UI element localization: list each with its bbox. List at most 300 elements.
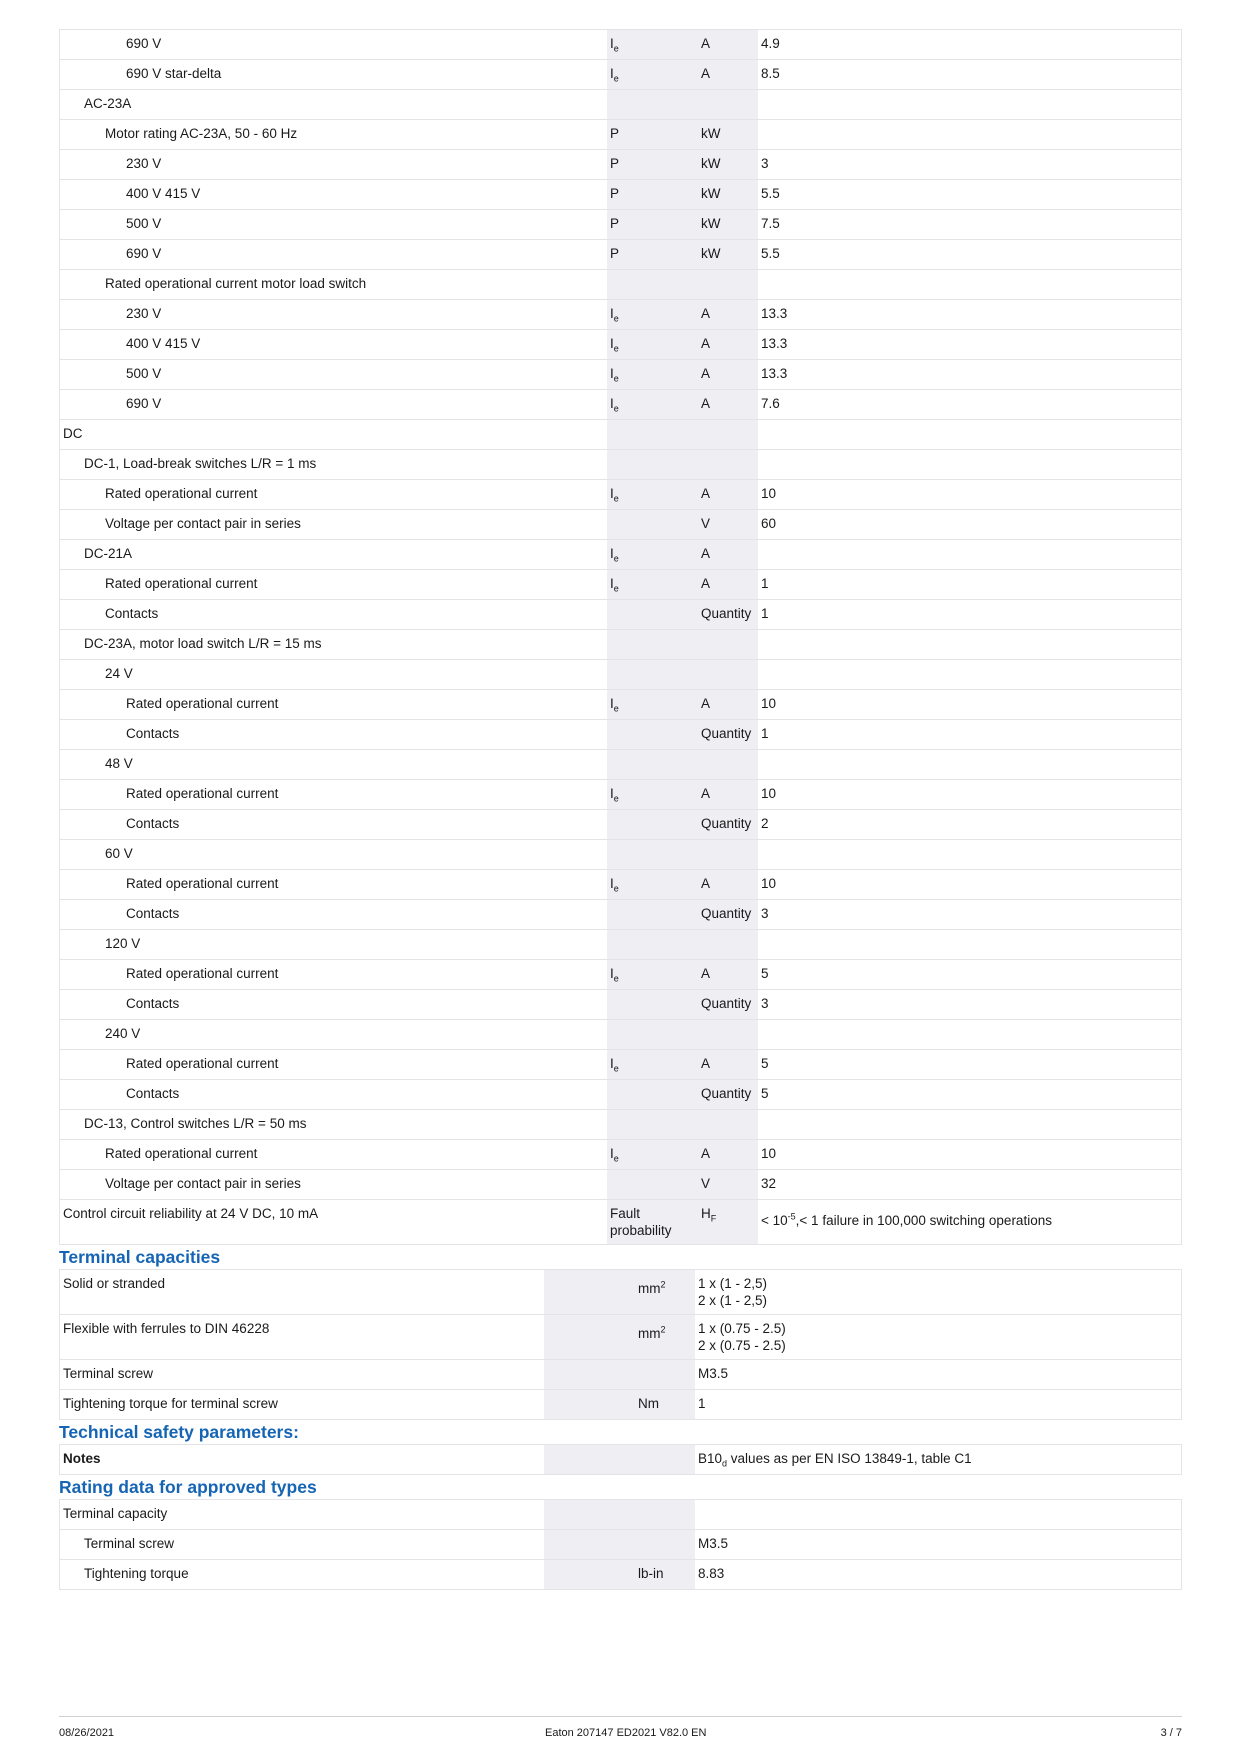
symbol-subscript: e (613, 1153, 619, 1164)
row-value: 5 (758, 1050, 1182, 1080)
row-label: Flexible with ferrules to DIN 46228 (60, 1315, 545, 1360)
row-symbol (607, 300, 698, 330)
row-value: 10 (758, 690, 1182, 720)
row-symbol (607, 930, 698, 960)
table-row (60, 870, 1182, 900)
row-value (758, 450, 1182, 480)
rating-table (59, 1499, 1182, 1590)
row-symbol (607, 720, 698, 750)
table-row (60, 1360, 1182, 1390)
row-symbol (607, 330, 698, 360)
footer-date: 08/26/2021 (59, 1727, 115, 1739)
row-value: 1 (758, 720, 1182, 750)
row-value (758, 630, 1182, 660)
symbol-text: I (610, 66, 614, 81)
row-unit (698, 90, 758, 120)
row-label: Control circuit reliability at 24 V DC, 10 mA (60, 1200, 608, 1245)
unit-superscript: 2 (660, 1279, 666, 1290)
symbol-subscript: e (613, 373, 619, 384)
unit-subscript: F (710, 1213, 717, 1224)
row-label: Contacts (60, 1080, 608, 1110)
table-row (60, 1445, 1182, 1475)
row-symbol (607, 570, 698, 600)
symbol-text: P (610, 126, 620, 141)
row-unit (635, 1270, 695, 1315)
symbol-text: I (610, 396, 614, 411)
row-value: 1 (758, 600, 1182, 630)
row-unit: Quantity (698, 810, 758, 840)
table-row (60, 180, 1182, 210)
row-symbol (544, 1360, 635, 1390)
row-label: Contacts (60, 810, 608, 840)
symbol-text: I (610, 306, 614, 321)
row-label: 60 V (60, 840, 608, 870)
row-label: Rated operational current (60, 1140, 608, 1170)
value-line-2: 2 x (0.75 - 2.5) (698, 1338, 786, 1353)
row-unit: kW (698, 150, 758, 180)
symbol-subscript: e (613, 343, 619, 354)
table-row (60, 990, 1182, 1020)
table-row (60, 750, 1182, 780)
row-unit: A (698, 330, 758, 360)
unit-text: mm (638, 1281, 661, 1296)
row-symbol (607, 1020, 698, 1050)
row-label: 400 V 415 V (60, 180, 608, 210)
row-unit: A (698, 570, 758, 600)
table-row (60, 330, 1182, 360)
row-unit (698, 450, 758, 480)
row-label: Rated operational current (60, 960, 608, 990)
row-label: 690 V star-delta (60, 60, 608, 90)
symbol-text: I (610, 546, 614, 561)
row-label: DC-23A, motor load switch L/R = 15 ms (60, 630, 608, 660)
row-label: 500 V (60, 360, 608, 390)
table-row (60, 390, 1182, 420)
row-value (695, 1390, 1182, 1420)
table-row (60, 1140, 1182, 1170)
row-value: 5 (758, 960, 1182, 990)
symbol-subscript: e (613, 703, 619, 714)
symbol-line-1: Fault (610, 1206, 641, 1221)
row-symbol (607, 450, 698, 480)
row-symbol (607, 360, 698, 390)
row-unit: A (698, 780, 758, 810)
row-symbol (607, 990, 698, 1020)
table-row (60, 30, 1182, 60)
section-title-terminal-capacities: Terminal capacities (59, 1247, 221, 1267)
row-label: DC-1, Load-break switches L/R = 1 ms (60, 450, 608, 480)
row-symbol (607, 660, 698, 690)
symbol-text: I (610, 966, 614, 981)
table-row (60, 570, 1182, 600)
row-unit: A (698, 300, 758, 330)
row-label: DC-21A (60, 540, 608, 570)
row-unit (635, 1500, 695, 1530)
value-line-1: 1 (698, 1396, 706, 1411)
row-unit: A (698, 690, 758, 720)
section-title-technical-safety: Technical safety parameters: (59, 1422, 299, 1442)
row-unit: A (698, 480, 758, 510)
row-unit: lb-in (635, 1560, 695, 1590)
row-label: Rated operational current (60, 1050, 608, 1080)
row-unit (698, 1110, 758, 1140)
row-symbol (607, 870, 698, 900)
table-row (60, 360, 1182, 390)
row-value: 5.5 (758, 180, 1182, 210)
table-row (60, 420, 1182, 450)
symbol-subscript: e (613, 1063, 619, 1074)
row-value (758, 1020, 1182, 1050)
row-unit: Quantity (698, 600, 758, 630)
row-label: Rated operational current (60, 780, 608, 810)
row-symbol (607, 750, 698, 780)
row-unit (635, 1390, 695, 1420)
row-label: 240 V (60, 1020, 608, 1050)
row-unit: A (698, 360, 758, 390)
row-symbol (607, 960, 698, 990)
symbol-text: I (610, 876, 614, 891)
row-value (695, 1445, 1182, 1475)
row-label: DC-13, Control switches L/R = 50 ms (60, 1110, 608, 1140)
row-value: 13.3 (758, 360, 1182, 390)
row-symbol (544, 1500, 635, 1530)
row-value: 1 (758, 570, 1182, 600)
row-label: 24 V (60, 660, 608, 690)
symbol-subscript: e (613, 583, 619, 594)
row-unit: V (698, 510, 758, 540)
table-row (60, 900, 1182, 930)
row-symbol (607, 540, 698, 570)
row-label: Terminal capacity (60, 1500, 545, 1530)
row-symbol (607, 510, 698, 540)
unit-text: Nm (638, 1396, 659, 1411)
table-row (60, 1315, 1182, 1360)
row-value (758, 270, 1182, 300)
symbol-text: I (610, 696, 614, 711)
value-prefix: B10 (698, 1451, 723, 1466)
symbol-subscript: e (613, 313, 619, 324)
row-label: 500 V (60, 210, 608, 240)
unit-superscript: 2 (660, 1324, 666, 1335)
row-symbol (607, 30, 698, 60)
row-symbol (607, 150, 698, 180)
row-unit: A (698, 960, 758, 990)
row-symbol (544, 1315, 635, 1360)
row-value: 3 (758, 150, 1182, 180)
row-symbol (607, 780, 698, 810)
symbol-text: I (610, 336, 614, 351)
value-line-1: 1 x (1 - 2,5) (698, 1276, 768, 1291)
row-value: 3 (758, 900, 1182, 930)
row-symbol (607, 840, 698, 870)
table-row (60, 930, 1182, 960)
row-unit: A (698, 1050, 758, 1080)
row-label: Terminal screw (60, 1530, 545, 1560)
table-row (60, 1200, 1182, 1245)
row-value: 2 (758, 810, 1182, 840)
table-row (60, 510, 1182, 540)
row-unit: Quantity (698, 900, 758, 930)
row-value (695, 1270, 1182, 1315)
value-superscript: -5 (787, 1211, 796, 1222)
row-unit (635, 1315, 695, 1360)
table-row (60, 60, 1182, 90)
table-row (60, 660, 1182, 690)
symbol-text: I (610, 576, 614, 591)
row-symbol (607, 240, 698, 270)
value-suffix: values as per EN ISO 13849-1, table C1 (727, 1451, 972, 1466)
table-row (60, 690, 1182, 720)
row-unit (698, 1200, 758, 1245)
row-label: 230 V (60, 300, 608, 330)
row-value: 10 (758, 480, 1182, 510)
row-symbol (607, 180, 698, 210)
row-symbol (544, 1445, 635, 1475)
symbol-subscript: e (613, 973, 619, 984)
row-value (758, 750, 1182, 780)
symbol-text: I (610, 366, 614, 381)
row-symbol (607, 810, 698, 840)
table-row (60, 1390, 1182, 1420)
row-value (758, 1110, 1182, 1140)
table-row (60, 1020, 1182, 1050)
row-symbol (607, 1080, 698, 1110)
row-symbol (607, 60, 698, 90)
row-label: Notes (60, 1445, 545, 1475)
symbol-subscript: e (613, 403, 619, 414)
row-symbol (607, 630, 698, 660)
table-row (60, 1050, 1182, 1080)
row-unit: V (698, 1170, 758, 1200)
table-row (60, 270, 1182, 300)
row-value (695, 1360, 1182, 1390)
table-row (60, 240, 1182, 270)
row-label: 690 V (60, 390, 608, 420)
table-row (60, 1270, 1182, 1315)
row-value (758, 660, 1182, 690)
symbol-subscript: e (613, 43, 619, 54)
unit-text: mm (638, 1326, 661, 1341)
spec-table (59, 29, 1182, 1245)
unit-text: H (701, 1206, 711, 1221)
symbol-text: I (610, 1056, 614, 1071)
symbol-text: I (610, 36, 614, 51)
row-value: 5.5 (758, 240, 1182, 270)
row-unit: A (698, 1140, 758, 1170)
row-symbol (607, 270, 698, 300)
row-value: 13.3 (758, 330, 1182, 360)
table-row (60, 810, 1182, 840)
row-value (758, 420, 1182, 450)
row-label: Tightening torque (60, 1560, 545, 1590)
row-label: Contacts (60, 990, 608, 1020)
row-value: M3.5 (695, 1530, 1182, 1560)
row-label: Rated operational current (60, 870, 608, 900)
symbol-subscript: e (613, 793, 619, 804)
row-value (758, 1200, 1182, 1245)
row-value (758, 840, 1182, 870)
table-row (60, 540, 1182, 570)
row-label: Rated operational current (60, 570, 608, 600)
row-value: 7.5 (758, 210, 1182, 240)
section-title-rating-data: Rating data for approved types (59, 1477, 317, 1497)
value-line-1: M3.5 (698, 1366, 729, 1381)
table-row (60, 90, 1182, 120)
row-value: 10 (758, 1140, 1182, 1170)
symbol-text: P (610, 216, 620, 231)
row-value: 8.83 (695, 1560, 1182, 1590)
symbol-subscript: e (613, 493, 619, 504)
row-label: Solid or stranded (60, 1270, 545, 1315)
row-unit: kW (698, 240, 758, 270)
row-value: 8.5 (758, 60, 1182, 90)
row-value (758, 930, 1182, 960)
reliability-row-group (60, 1200, 1182, 1245)
row-value: 60 (758, 510, 1182, 540)
row-symbol (607, 1200, 698, 1245)
row-value (758, 120, 1182, 150)
row-label: 690 V (60, 30, 608, 60)
row-unit (635, 1445, 695, 1475)
row-unit (698, 930, 758, 960)
footer-page-number: 3 / 7 (1160, 1727, 1182, 1739)
row-unit (698, 660, 758, 690)
table-row (60, 450, 1182, 480)
row-label: 690 V (60, 240, 608, 270)
row-symbol (607, 600, 698, 630)
table-row (60, 720, 1182, 750)
row-unit: Quantity (698, 720, 758, 750)
table-row (60, 1170, 1182, 1200)
row-label: Tightening torque for terminal screw (60, 1390, 545, 1420)
row-symbol (607, 1050, 698, 1080)
symbol-subscript: e (613, 553, 619, 564)
row-label: Terminal screw (60, 1360, 545, 1390)
row-symbol (607, 1140, 698, 1170)
row-symbol (607, 480, 698, 510)
row-label: 230 V (60, 150, 608, 180)
table-row (60, 630, 1182, 660)
value-prefix: < 10 (761, 1213, 788, 1228)
symbol-subscript: e (613, 73, 619, 84)
row-unit: A (698, 390, 758, 420)
row-value (758, 90, 1182, 120)
row-label: Contacts (60, 900, 608, 930)
row-symbol (607, 390, 698, 420)
table-row (60, 1080, 1182, 1110)
row-unit: kW (698, 180, 758, 210)
row-unit (698, 630, 758, 660)
row-unit: A (698, 30, 758, 60)
row-unit (698, 270, 758, 300)
row-label: DC (60, 420, 608, 450)
row-label: Motor rating AC-23A, 50 - 60 Hz (60, 120, 608, 150)
table-row (60, 150, 1182, 180)
row-label: Rated operational current motor load switch (60, 270, 608, 300)
terminal-table-body (60, 1270, 1182, 1420)
row-symbol (607, 690, 698, 720)
table-row (60, 960, 1182, 990)
symbol-text: I (610, 486, 614, 501)
row-label: Contacts (60, 600, 608, 630)
row-value: 3 (758, 990, 1182, 1020)
row-symbol (544, 1530, 635, 1560)
table-row (60, 300, 1182, 330)
table-row (60, 1110, 1182, 1140)
row-value (758, 540, 1182, 570)
row-symbol (607, 1170, 698, 1200)
row-symbol (607, 90, 698, 120)
row-unit (698, 1020, 758, 1050)
table-row (60, 480, 1182, 510)
row-unit: kW (698, 210, 758, 240)
row-label: AC-23A (60, 90, 608, 120)
row-value: 5 (758, 1080, 1182, 1110)
row-label: Voltage per contact pair in series (60, 1170, 608, 1200)
row-symbol (544, 1270, 635, 1315)
value-line-1: 1 x (0.75 - 2.5) (698, 1321, 786, 1336)
value-suffix: ,< 1 failure in 100,000 switching operations (795, 1213, 1052, 1228)
row-unit (698, 420, 758, 450)
row-unit (635, 1530, 695, 1560)
row-label: Rated operational current (60, 690, 608, 720)
symbol-text: P (610, 186, 620, 201)
row-unit: kW (698, 120, 758, 150)
row-unit (635, 1360, 695, 1390)
row-value: 10 (758, 870, 1182, 900)
row-label: 400 V 415 V (60, 330, 608, 360)
row-unit: A (698, 870, 758, 900)
row-value: 13.3 (758, 300, 1182, 330)
row-unit (698, 840, 758, 870)
row-value: 7.6 (758, 390, 1182, 420)
symbol-text: I (610, 786, 614, 801)
row-unit: Quantity (698, 990, 758, 1020)
table-row (60, 840, 1182, 870)
terminal-table (59, 1269, 1182, 1420)
row-value (695, 1500, 1182, 1530)
row-symbol (544, 1390, 635, 1420)
symbol-text: P (610, 246, 620, 261)
symbol-subscript: e (613, 883, 619, 894)
symbol-line-2: probability (610, 1223, 672, 1238)
row-value: 32 (758, 1170, 1182, 1200)
table-row (60, 1560, 1182, 1590)
row-symbol (607, 120, 698, 150)
row-symbol (607, 900, 698, 930)
row-unit (698, 750, 758, 780)
table-row (60, 210, 1182, 240)
value-line-2: 2 x (1 - 2,5) (698, 1293, 768, 1308)
rating-table-body (60, 1500, 1182, 1590)
spec-table-body (60, 30, 1182, 1200)
row-value: 10 (758, 780, 1182, 810)
row-unit: Quantity (698, 1080, 758, 1110)
page-footer (59, 1716, 1182, 1739)
table-row (60, 1530, 1182, 1560)
table-row (60, 120, 1182, 150)
table-row (60, 1500, 1182, 1530)
row-label: 120 V (60, 930, 608, 960)
row-symbol (607, 210, 698, 240)
row-symbol (607, 1110, 698, 1140)
symbol-text: P (610, 156, 620, 171)
table-row (60, 600, 1182, 630)
row-label: 48 V (60, 750, 608, 780)
row-value: 4.9 (758, 30, 1182, 60)
row-unit: A (698, 60, 758, 90)
symbol-text: I (610, 1146, 614, 1161)
